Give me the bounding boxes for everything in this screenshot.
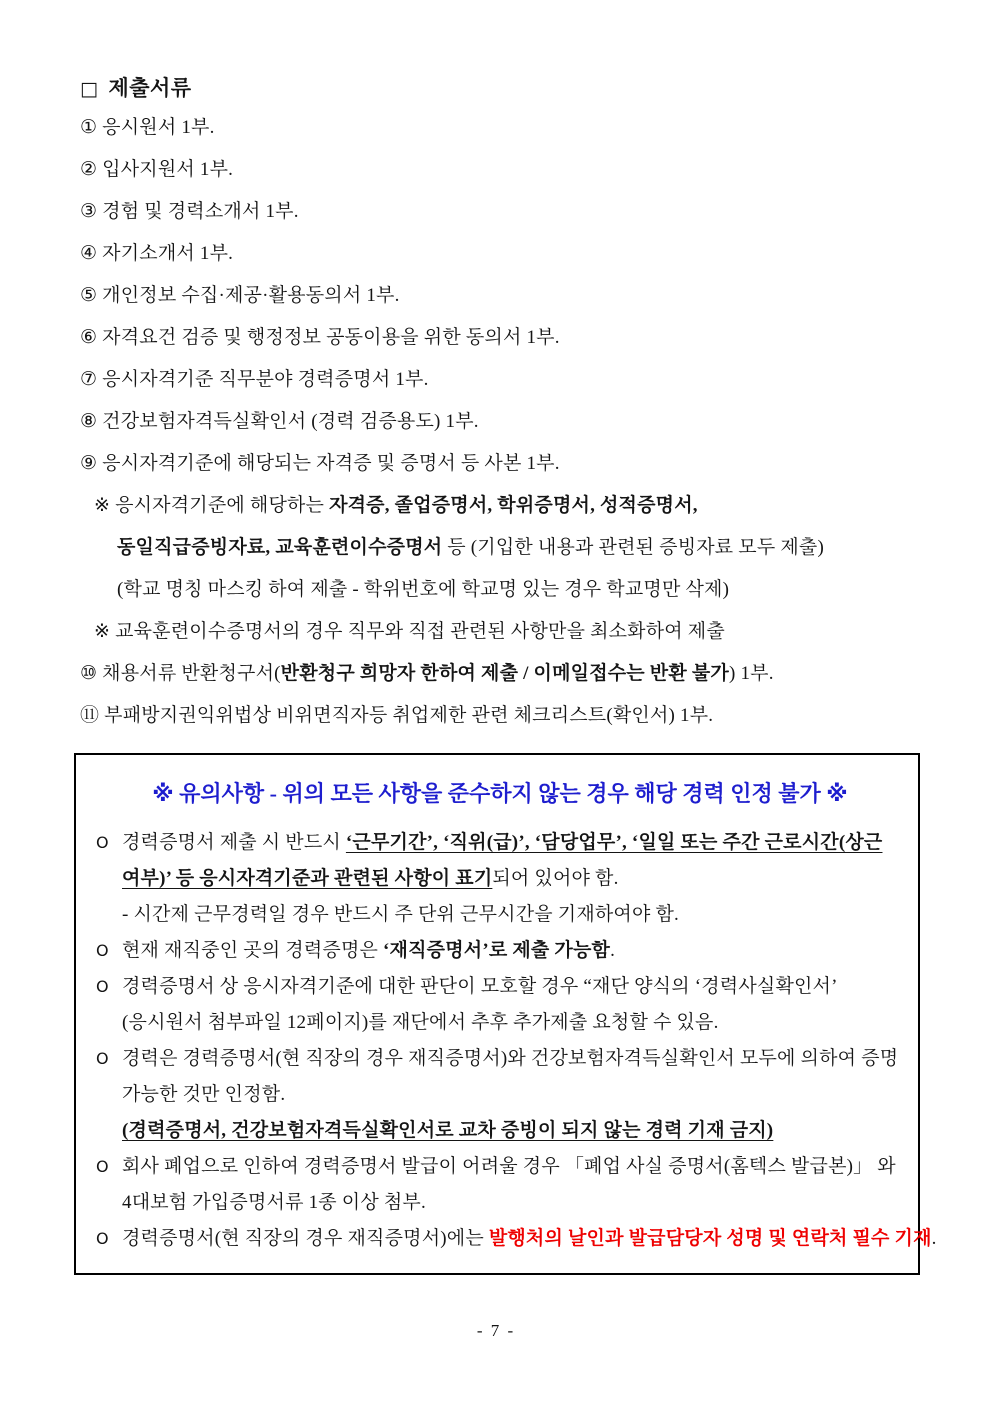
text-run: ⑤ 개인정보 수집·제공·활용동의서 1부. [80, 285, 400, 306]
text-run: ⑥ 자격요건 검증 및 행정정보 공동이용을 위한 동의서 1부. [80, 327, 560, 348]
text-run: ) 1부. [728, 663, 774, 684]
submission-line-8 [80, 401, 922, 443]
notice-line-2 [96, 861, 904, 897]
text-run: ※ 교육훈련이수증명서의 경우 직무와 직접 관련된 사항만을 최소화하여 제출 [94, 621, 725, 642]
text-run: 되어 있어야 함. [492, 868, 619, 889]
section-title-label: 제출서류 [108, 76, 192, 100]
notice-line-10 [96, 1149, 904, 1185]
submission-line-9 [80, 443, 922, 485]
text-run: 현재 재직중인 곳의 경력증명은 [122, 940, 384, 961]
notice-line-4 [96, 933, 904, 969]
notice-line-5 [96, 969, 904, 1005]
bullet-marker: O [96, 833, 109, 852]
text-run: 4대보험 가입증명서류 1종 이상 첨부. [122, 1192, 426, 1213]
text-run: - 시간제 근무경력일 경우 반드시 주 단위 근무시간을 기재하여야 함. [122, 904, 679, 925]
text-run: ⑪ 부패방지권익위법상 비위면직자등 취업제한 관련 체크리스트(확인서) 1부. [80, 705, 714, 726]
notice-line-12 [96, 1221, 937, 1257]
submission-line-4 [80, 233, 922, 275]
text-run: 반환청구 희망자 한하여 제출 / 이메일접수는 반환 불가 [280, 663, 729, 684]
text-run: 경력증명서 제출 시 반드시 [122, 832, 346, 853]
bullet-marker: O [96, 941, 109, 960]
text-run: ⑦ 응시자격기준 직무분야 경력증명서 1부. [80, 369, 429, 390]
submission-note-2 [80, 611, 922, 653]
text-run: 등 (기입한 내용과 관련된 증빙자료 모두 제출) [442, 537, 825, 558]
submission-line-10 [80, 653, 922, 695]
notice-line-1 [96, 825, 904, 861]
text-run: ⑩ 채용서류 반환청구서( [80, 663, 281, 684]
text-run: 경력증명서 상 응시자격기준에 대한 판단이 모호할 경우 “재단 양식의 ‘경력사실확인서’ [122, 976, 838, 997]
text-run: (응시원서 첨부파일 12페이지)를 재단에서 추후 추가제출 요청할 수 있음. [122, 1012, 719, 1033]
text-run: 경력증명서(현 직장의 경우 재직증명서)에는 [122, 1228, 489, 1249]
text-run: ⑨ 응시자격기준에 해당되는 자격증 및 증명서 등 사본 1부. [80, 453, 560, 474]
text-run: (학교 명칭 마스킹 하여 제출 - 학위번호에 학교명 있는 경우 학교명만 삭제) [117, 579, 730, 600]
submission-line-6 [80, 317, 922, 359]
notice-line-text [122, 1156, 896, 1177]
submission-line-1 [80, 107, 922, 149]
text-run: 가능한 것만 인정함. [122, 1084, 286, 1105]
text-run: 동일직급증빙자료, 교육훈련이수증명서 [117, 537, 443, 558]
notice-title: ※ 유의사항 - 위의 모든 사항을 준수하지 않는 경우 해당 경력 인정 불가 ※ [152, 781, 848, 806]
text-run: (경력증명서, 건강보험자격득실확인서로 교차 증빙이 되지 않는 경력 기재 금지) [122, 1120, 774, 1141]
text-run: 여부)’ 등 응시자격기준과 관련된 사항이 표기 [122, 868, 493, 889]
notice-line-3 [96, 897, 904, 933]
notice-line-9 [96, 1113, 904, 1149]
page-number: - 7 - [476, 1321, 516, 1340]
bullet-marker: O [96, 1049, 109, 1068]
bullet-marker: O [96, 1157, 109, 1176]
submission-note-1c [80, 569, 922, 611]
submission-line-2 [80, 149, 922, 191]
submission-line-5 [80, 275, 922, 317]
notice-line-6 [96, 1005, 904, 1041]
notice-line-text [122, 940, 615, 961]
submission-note-1 [80, 485, 922, 527]
text-run: ① 응시원서 1부. [80, 117, 215, 138]
notice-line-text [122, 1048, 898, 1069]
text-run: ② 입사지원서 1부. [80, 159, 234, 180]
notice-box [74, 753, 937, 1275]
text-run: ‘재직증명서’로 제출 가능함 [383, 940, 611, 961]
text-run: ‘근무기간’, ‘직위(급)’, ‘담당업무’, ‘일일 또는 주간 근로시간(상근 [345, 832, 883, 853]
section-title [80, 70, 922, 107]
text-run: 발행처의 날인과 발급담당자 성명 및 연락처 필수 기재 [488, 1228, 932, 1249]
submission-line-11 [80, 695, 922, 737]
notice-line-text [122, 832, 882, 853]
bullet-marker: O [96, 1229, 109, 1248]
text-run: 자격증, 졸업증명서, 학위증명서, 성적증명서, [329, 495, 698, 516]
checkbox-square-icon: □ [80, 78, 99, 100]
notice-line-text [122, 1228, 937, 1249]
notice-line-7 [96, 1041, 904, 1077]
notice-line-text [122, 976, 838, 997]
notice-line-11 [96, 1185, 904, 1221]
text-run: ※ 응시자격기준에 해당하는 [94, 495, 330, 516]
text-run: . [610, 940, 616, 961]
submission-note-1b [80, 527, 922, 569]
submission-line-7 [80, 359, 922, 401]
text-run: 회사 폐업으로 인하여 경력증명서 발급이 어려울 경우 「폐업 사실 증명서(홈텍스 발급본)」 와 [122, 1156, 896, 1177]
text-run: ④ 자기소개서 1부. [80, 243, 234, 264]
text-run: ③ 경험 및 경력소개서 1부. [80, 201, 299, 222]
submission-line-3 [80, 191, 922, 233]
text-run: 경력은 경력증명서(현 직장의 경우 재직증명서)와 건강보험자격득실확인서 모두에 의하여 증명 [122, 1048, 899, 1069]
bullet-marker: O [96, 977, 109, 996]
text-run: . [931, 1228, 937, 1249]
notice-line-8 [96, 1077, 904, 1113]
text-run: ⑧ 건강보험자격득실확인서 (경력 검증용도) 1부. [80, 411, 479, 432]
